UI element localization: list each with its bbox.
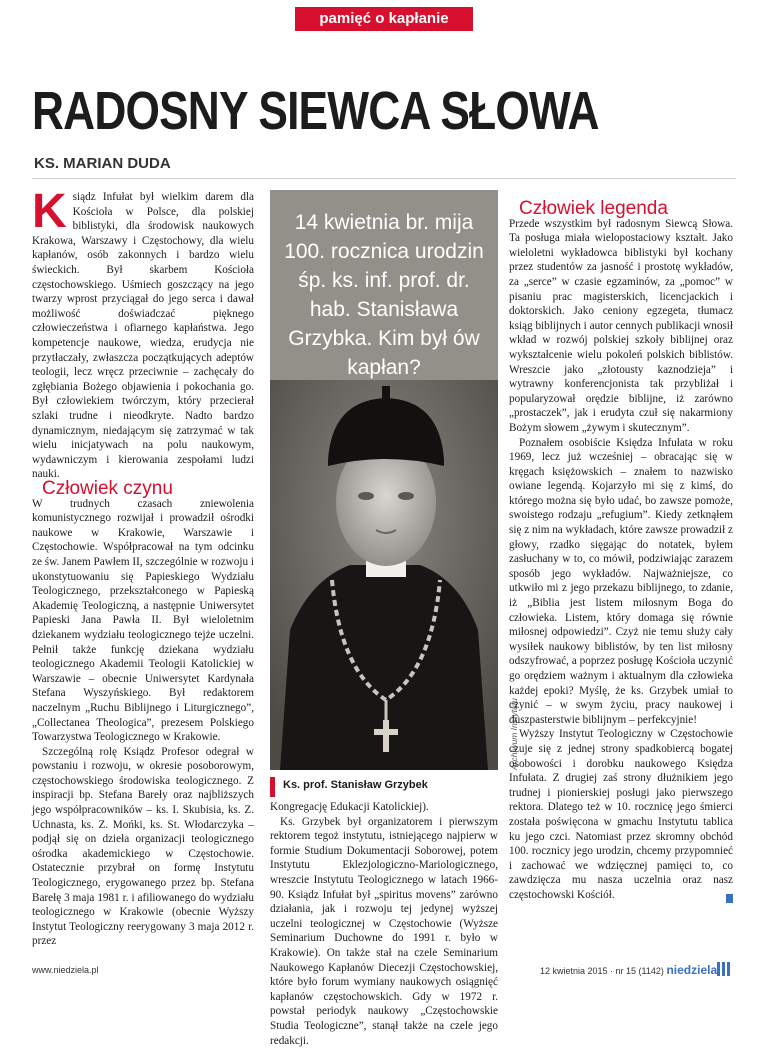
- column-left-continued: [32, 478, 254, 949]
- paragraph: Poznałem osobiście Księdza Infułata w roku 1969, lecz już wcześniej – obracając się w kręgach księżowskich – znałem to nazwisko owiane legendą. Kojarzyło mi się z kimś, do którego można się było udać, bo zawsze pomoże, swoistego rodzaju „refugium”. Kiedy zetknąłem się z nim na wykładach, które zawsze prowadził z głowy, rzadko sięgając do notatek, byłem zasłuchany w to, co mówił, podziwiając zarazem sposób jego wykładów. Najważniejsze, co utkwiło mi z jego przekazu biblijnego, to zdanie, iż „Biblia jest listem miłosnym Boga do człowieka. Listem, który domaga się równie miłosnej odpowiedzi”. Czyż nie temu służy cały wysiłek naukowy biblistów, by ten list miłosny odszyfrować, a poprzez posługę Kościoła uczynić go orędziem ważnym i aktualnym dla człowieka każdej epoki? Myślę, że ks. Grzybek umiał to czynić – w swym życiu, pracy naukowej i duszpasterstwie biblijnym – perfekcyjnie!: [509, 436, 733, 726]
- lead-text: siądz Infułat był wielkim darem dla Kościoła w Polsce, dla polskiej biblistyki, dla środowisk naukowych Krakowa, Warszawy i Częstochowy, dla wielu kapłanów, osób zakonnych i bardzo wielu świeckich. Był skarbem Kościoła częstochowskiego. Uśmiech goszczący na jego twarzy wprost przyciągał do jego serca i dawał możliwość doświadczać pięknego człowieczeństwa i ofiarnego kapłaństwa. Jego kompetencje naukowe, wiedza, erudycja nie przytłaczały, zwłaszcza początkujących adeptów teologii, lecz wręcz przeciwnie – zachęcały do zgłębiania Bożego objawienia i pokochania go. Był człowiekiem twórczym, który przecierał szlaki trudne i nieodkryte. Nadto bardzo dynamicznym, niedającym się zatrzymać w tak wielu inicjatywach na polu naukowym, wydawniczym i kierowania zespołami ludzi nauki.: [32, 191, 254, 481]
- header-divider: [32, 178, 736, 179]
- footer-magazine: niedziela: [666, 963, 718, 977]
- lead-paragraph: [32, 185, 254, 482]
- paragraph: Kongregację Edukacji Katolickiej).: [270, 801, 429, 813]
- portrait-photo: [270, 380, 498, 770]
- article-headline: RADOSNY SIEWCA SŁOWA: [32, 81, 599, 141]
- column-middle: [270, 800, 498, 1048]
- photo-credit: Archiwum Instytutu: [509, 698, 519, 770]
- intro-box: [270, 190, 498, 380]
- paragraph: W trudnych czasach zniewolenia komunistycznego rozwijał i prowadził ośrodki naukowe w Krakowie, Warszawie i Częstochowie. Współpracował na tym odcinku ze św. Janem Pawłem II, szczególnie w rozwoju i ukonstytuowaniu się Papieskiego Wydziału Teologicznego, przekształconego w Papieską Akademię Teologiczną, a następnie Uniwersytet Papieski Jana Pawła II. Był wieloletnim dziekanem wydziału teologicznego tejże uczelni. Pełnił także funkcję dziekana wydziału teologicznego Akademii Teologii Katolickiej w Warszawie – obecnie Uniwersytet Kardynała Stefana Wyszyńskiego. Był redaktorem naczelnym „Ruchu Biblijnego i Liturgicznego”, „Collectanea Theologica”, prezesem Polskiego Towarzystwa Teologicznego w Krakowie.: [32, 497, 254, 744]
- footer-issue-text: 12 kwietnia 2015 · nr 15 (1142): [540, 966, 664, 976]
- photo-caption: Ks. prof. Stanisław Grzybek: [283, 779, 428, 791]
- end-mark-icon: [726, 894, 733, 903]
- intro-text: 14 kwietnia br. mija 100. rocznica urodzin śp. ks. inf. prof. dr. hab. Stanisława Grzybka. Kim był ów kapłan?: [284, 211, 484, 379]
- footer-website[interactable]: www.niedziela.pl: [32, 965, 99, 975]
- paragraph: Ks. Grzybek był organizatorem i pierwszym rektorem tegoż instytutu, istniejącego najpierw w formie Studium Dokumentacji Soborowej, potem Instytutu Eklezjologiczno-Mariologicznego, wreszcie Instytutu Teologicznego w latach 1966-90. Ksiądz Infułat był „spiritus movens” zarówno działania, jak i rozwoju tej jedynej wyższej uczelni teologicznej w Częstochowie (Wyższe Seminarium Duchowne do 1991 r. było w Krakowie). On także stał na czele Seminarium Naukowego Kapłanów Diecezji Częstochowskiej, które było forum wymiany naukowych osiągnięć kapłanów częstochowskich. Gdy w 1972 r. powstał periodyk naukowy „Częstochowskie Studia Teologiczne”, stanął także na czele jego redakcji.: [270, 815, 498, 1047]
- portrait-illustration: [270, 380, 498, 770]
- column-left: [32, 185, 254, 482]
- drop-cap: K: [32, 185, 67, 238]
- paragraph: Szczególną rolę Ksiądz Profesor odegrał w powstaniu i rozwoju, w okresie posoborowym, częstochowskiego środowiska teologicznego. Z inspiracji bp. Stefana Bareły oraz najbliższych jego współpracowników – ks. I. Skubisia, ks. Z. Uchnasta, ks. Z. Mońki, ks. St. Włodarczyka – podjął się on dzieła organizacji teologicznego ośrodka akademickiego w Częstochowie. Ostatecznie przybrał on formę Instytutu Teologicznego, erygowanego przez bp. Stefana Barełę 3 maja 1981 r. i afiliowanego do wydziału teologicznego w Krakowie (obecnie Wyższy Instytut Teologiczny reerygowany 3 maja 2012 r. przez: [32, 745, 254, 948]
- article-author: KS. MARIAN DUDA: [34, 155, 171, 172]
- paragraph: Przede wszystkim był radosnym Siewcą Słowa. Ta posługa miała wielopostaciowy kształt. Jako wieloletni wykładowca biblistyki był kochany przez studentów za jasność i prostotę wykładów, za „serce” w czasie egzaminów, za „pomoc” w pisaniu prac magisterskich, licencjackich i doktorskich. Jako cenionу egzegeta, tłumacz ksiąg biblijnych i autor cennych publikacji wnosił wkład w rozwój polskiej szkoły biblijnej oraz wykształcenie wielu pokoleń polskich biblistów. Wreszcie jako „złotousty kaznodzieja” i wytrawny konferencjonista tak przybliżał i popularyzował orędzie biblijne, iż zarówno „prostaczek”, jak i erudyta czuł się nakarmiony Bożym słowem „żywym i skutecznym”.: [509, 217, 733, 434]
- footer-issue: [540, 963, 717, 977]
- page-bars-icon: [717, 962, 731, 976]
- subhead-czlowiek-legenda: Człowiek legenda: [519, 198, 668, 219]
- caption-marker: [270, 777, 275, 797]
- column-right: [509, 198, 733, 903]
- subhead-czlowiek-czynu: Człowiek czynu: [42, 478, 173, 499]
- paragraph-text: Wyższy Instytut Teologiczny w Częstochowie czuje się z jednej strony spadkobiercą bogatej osobowości i dorobku naukowego Księdza Infułata. Z drugiej zaś strony dłużnikiem jego trudnej i pionierskiej posługi jako pierwszego rektora. Dlatego też w 10. rocznicę jego śmierci została poświęcona w gmachu Instytutu tablica ku jego czci. Natomiast przez skromny obchód 100. rocznicy jego urodzin, chcemy przypomnieć i zachować we wdzięcznej pamięci to, co zawdzięcza mu nasza uczelnia oraz nasz częstochowski Kościół.: [509, 728, 733, 901]
- section-tag: pamięć o kapłanie: [295, 7, 473, 31]
- paragraph: [509, 727, 733, 902]
